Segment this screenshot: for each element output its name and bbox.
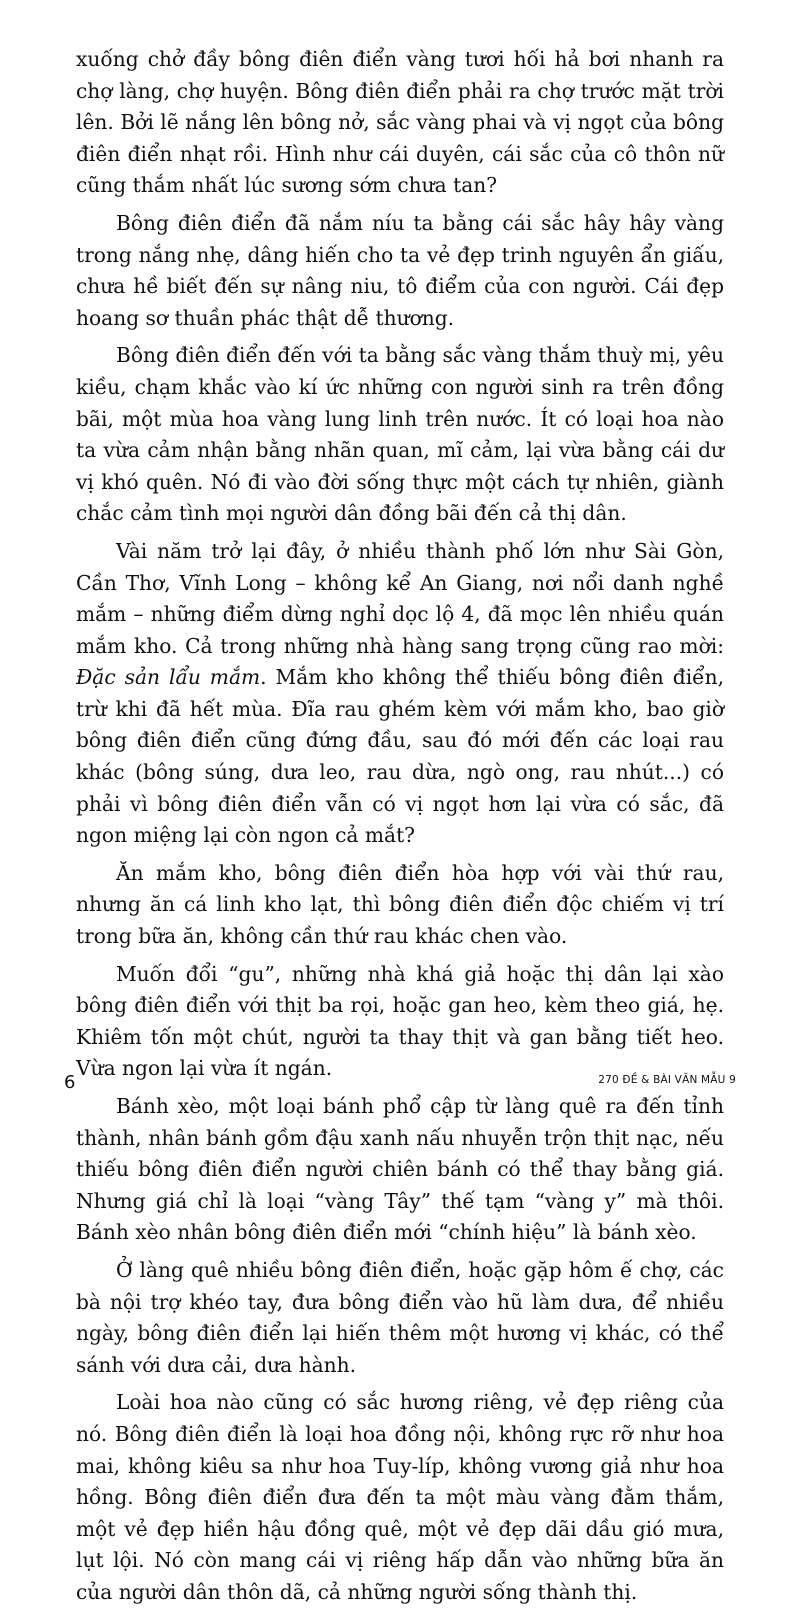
- paragraph-7: Bánh xèo, một loại bánh phổ cập từ làng quê ra đến tỉnh thành, nhân bánh gồm đậu xanh nấu nhuyễn trộn thịt nạc, nếu thiếu bông điên điển người chiên bánh có thể thay bằng giá. Nhưng giá chỉ là loại “vàng Tây” thế tạm “vàng y” mà thôi. Bánh xèo nhân bông điên điển mới “chính hiệu” là bánh xèo.: [76, 1094, 724, 1245]
- paragraph-5: Ăn mắm kho, bông điên điển hòa hợp với vài thứ rau, nhưng ăn cá linh kho lạt, thì bông điên điển độc chiếm vị trí trong bữa ăn, không cần thứ rau khác chen vào.: [76, 860, 724, 949]
- paragraph-1: xuống chở đầy bông điên điển vàng tươi hối hả bơi nhanh ra chợ làng, chợ huyện. Bông điên điển phải ra chợ trước mặt trời lên. Bởi lẽ nắng lên bông nở, sắc vàng phai và vị ngọt của bông điên điển nhạt rồi. Hình như cái duyên, cái sắc của cô thôn nữ cũng thắm nhất lúc sương sớm chưa tan?: [76, 47, 724, 198]
- page-footer: [64, 1072, 736, 1096]
- article-body: [76, 44, 724, 1615]
- paragraph-3: Bông điên điển đến với ta bằng sắc vàng thắm thuỳ mị, yêu kiều, chạm khắc vào kí ức những con người sinh ra trên đồng bãi, một mùa hoa vàng lung linh trên nước. Ít có loại hoa nào ta vừa cảm nhận bằng nhãn quan, mĩ cảm, lại vừa bằng cái dư vị khó quên. Nó đi vào đời sống thực một cách tự nhiên, giành chắc cảm tình mọi người dân đồng bãi đến cả thị dân.: [76, 343, 724, 526]
- paragraph-6: Muốn đổi “gu”, những nhà khá giả hoặc thị dân lại xào bông điên điển với thịt ba rọi, hoặc gan heo, kèm theo giá, hẹ. Khiêm tốn một chút, người ta thay thịt và gan bằng tiết heo. Vừa ngon lại vừa ít ngán.: [76, 961, 724, 1081]
- paragraph-9: Loài hoa nào cũng có sắc hương riêng, vẻ đẹp riêng của nó. Bông điên điển là loại hoa đồng nội, không rực rỡ như hoa mai, không kiêu sa như hoa Tuy-líp, không vương giả như hoa hồng. Bông điên điển đưa đến ta một màu vàng đằm thắm, một vẻ đẹp hiền hậu đồng quê, một vẻ đẹp dãi dầu gió mưa, lụt lội. Nó còn mang cái vị riêng hấp dẫn vào những bữa ăn của người dân thôn dã, cả những người sống thành thị.: [76, 1390, 724, 1604]
- italic-phrase: Đặc sản lẩu mắm: [76, 665, 261, 690]
- paragraph-4: Vài năm trở lại đây, ở nhiều thành phố lớn như Sài Gòn, Cần Thơ, Vĩnh Long – không kể An Giang, nơi nổi danh nghề mắm – những điểm dừng nghỉ dọc lộ 4, đã mọc lên nhiều quán mắm kho. Cả trong những nhà hàng sang trọng cũng rao mời: Đặc sản lẩu mắm. Mắm kho không thể thiếu bông điên điển, trừ khi đã hết mùa. Đĩa rau ghém kèm với mắm kho, bao giờ bông điên điển cũng đứng đầu, sau đó mới đến các loại rau khác (bông súng, dưa leo, rau dừa, ngò ong, rau nhút...) có phải vì bông điên điển vẫn có vị ngọt hơn lại vừa có sắc, đã ngon miệng lại còn ngon cả mắt?: [76, 538, 724, 848]
- book-title: 270 ĐỀ & BÀI VĂN MẪU 9: [598, 1074, 736, 1086]
- page-number: 6: [64, 1072, 76, 1093]
- paragraph-8: Ở làng quê nhiều bông điên điển, hoặc gặp hôm ế chợ, các bà nội trợ khéo tay, đưa bông điển vào hũ làm dưa, để nhiều ngày, bông điên điển lại hiến thêm một hương vị khác, có thể sánh với dưa cải, dưa hành.: [76, 1257, 724, 1377]
- paragraph-2: Bông điên điển đã nắm níu ta bằng cái sắc hây hây vàng trong nắng nhẹ, dâng hiến cho ta vẻ đẹp trinh nguyên ẩn giấu, chưa hề biết đến sự nâng niu, tô điểm của con người. Cái đẹp hoang sơ thuần phác thật dễ thương.: [76, 210, 724, 330]
